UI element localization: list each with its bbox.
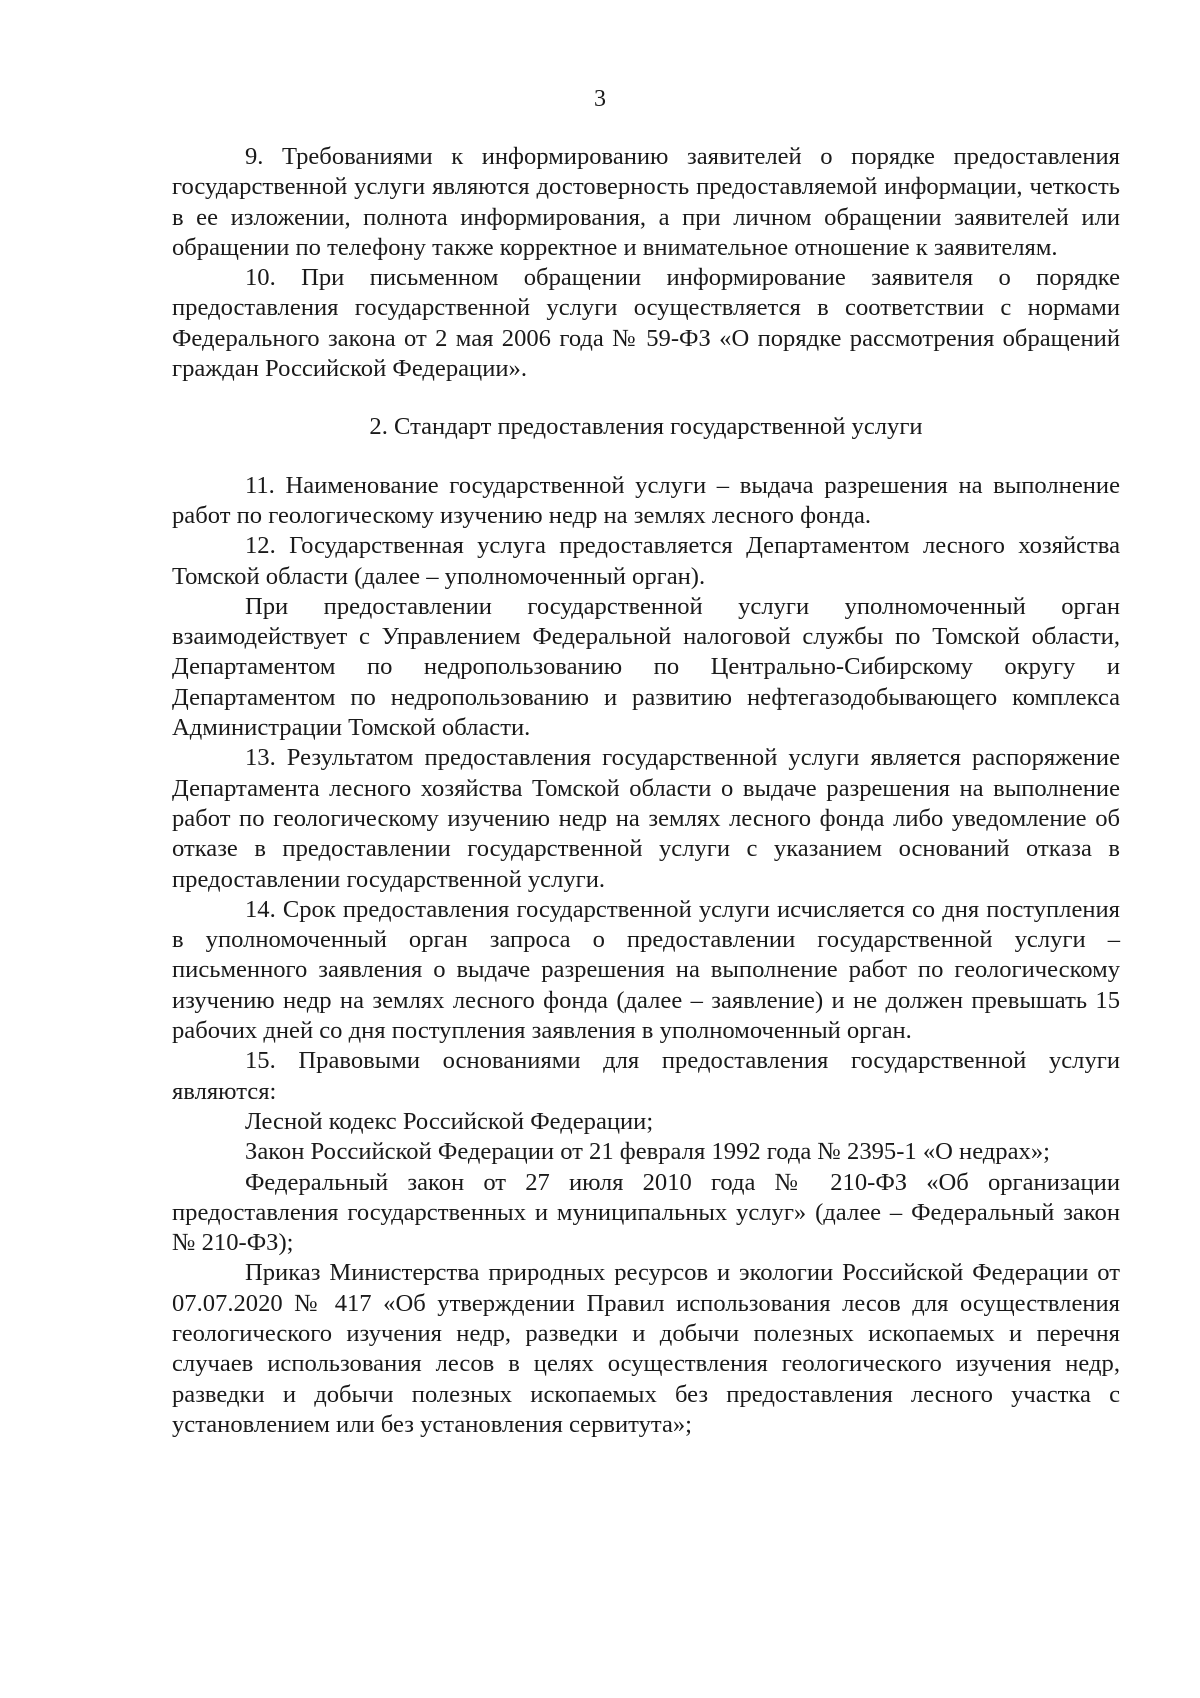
paragraph-13: 13. Результатом предоставления государственной услуги является распоряжение Департамента лесного хозяйства Томской области о выдаче разрешения на выполнение работ по геологическому изучению недр на землях лесного фонда либо уведомление об отказе в предоставлении государственной услуги с указанием оснований отказа в предоставлении государственной услуги.	[172, 744, 1120, 893]
legal-basis-forest-code: Лесной кодекс Российской Федерации;	[245, 1107, 654, 1135]
section-heading: 2. Стандарт предоставления государственной услуги	[369, 413, 923, 441]
page-number: 3	[594, 86, 606, 112]
paragraph-14: 14. Срок предоставления государственной услуги исчисляется со дня поступления в уполномоченный орган запроса о предоставлении государственной услуги – письменного заявления о выдаче разрешения на выполнение работ по геологическому изучению недр на землях лесного фонда (далее – заявление) и не должен превышать 15 рабочих дней со дня поступления заявления в уполномоченный орган.	[172, 895, 1120, 1045]
paragraph-9: 9. Требованиями к информированию заявителей о порядке предоставления государственной услуги являются достоверность предоставляемой информации, четкость в ее изложении, полнота информирования, а при личном обращении заявителей или обращении по телефону также корректное и внимательное отношение к заявителям.	[172, 143, 1120, 261]
paragraph-12: 12. Государственная услуга предоставляется Департаментом лесного хозяйства Томской области (далее – уполномоченный орган).	[172, 532, 1120, 590]
paragraph-12-interaction: При предоставлении государственной услуги уполномоченный орган взаимодействует с Управлением Федеральной налоговой службы по Томской области, Департаментом по недропользованию по Центрально-Сибирскому округу и Департаментом по недропользованию и развитию нефтегазодобывающего комплекса Администрации Томской области.	[172, 592, 1120, 742]
paragraph-10: 10. При письменном обращении информирование заявителя о порядке предоставления государственной услуги осуществляется в соответствии с нормами Федерального закона от 2 мая 2006 года № 59-ФЗ «О порядке рассмотрения обращений граждан Российской Федерации».	[172, 264, 1120, 383]
document-body	[172, 142, 1120, 1440]
legal-basis-ministry-order: Приказ Министерства природных ресурсов и экологии Российской Федерации от 07.07.2020 № 417 «Об утверждении Правил использования лесов для осуществления геологического изучения недр, разведки и добычи полезных ископаемых и перечня случаев использования лесов в целях осуществления геологического изучения недр, разведки и добычи полезных ископаемых без предоставления лесного участка с установлением или без установления сервитута»;	[172, 1259, 1120, 1438]
paragraph-11: 11. Наименование государственной услуги – выдача разрешения на выполнение работ по геологическому изучению недр на землях лесного фонда.	[172, 471, 1120, 529]
paragraph-15: 15. Правовыми основаниями для предоставления государственной услуги являются:	[172, 1047, 1120, 1105]
legal-basis-federal-law-210: Федеральный закон от 27 июля 2010 года № 210-ФЗ «Об организации предоставления государственных и муниципальных услуг» (далее – Федеральный закон № 210-ФЗ);	[172, 1168, 1120, 1257]
legal-basis-subsoil-law: Закон Российской Федерации от 21 февраля 1992 года № 2395-1 «О недрах»;	[245, 1138, 1050, 1166]
